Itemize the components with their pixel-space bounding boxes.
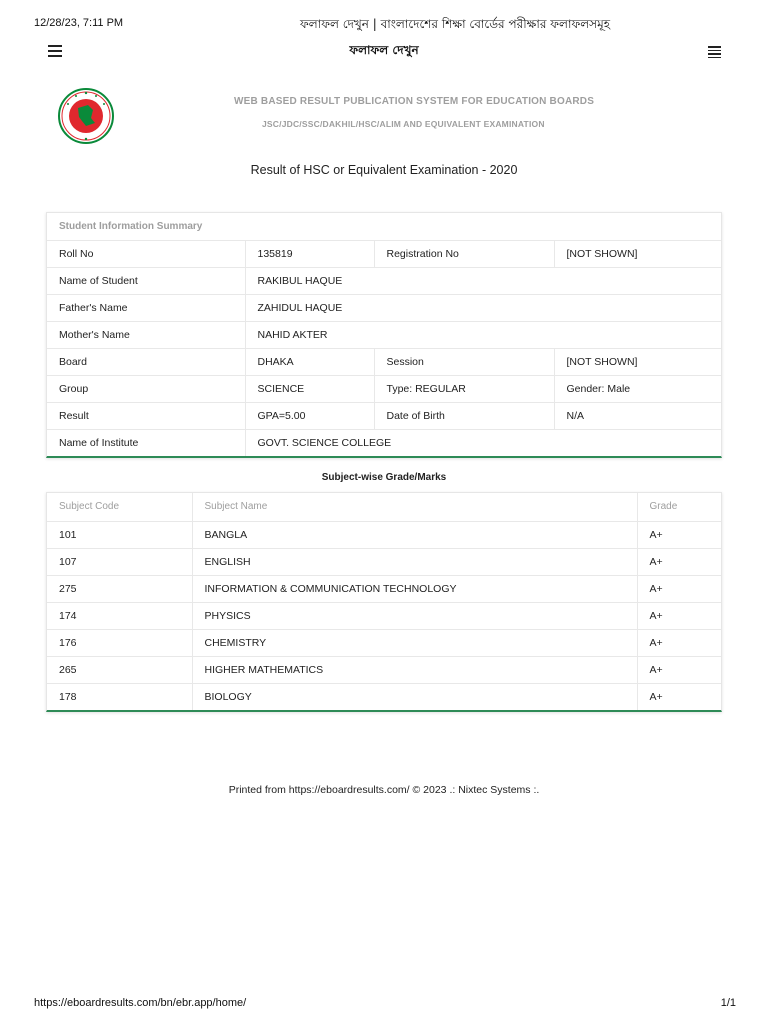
subject-code: 176 bbox=[47, 629, 192, 656]
table-row bbox=[47, 629, 721, 656]
table-row bbox=[47, 429, 721, 456]
subject-code: 174 bbox=[47, 602, 192, 629]
subject-name: PHYSICS bbox=[192, 602, 637, 629]
table-row bbox=[47, 575, 721, 602]
subject-code: 275 bbox=[47, 575, 192, 602]
header-subject-name: Subject Name bbox=[192, 493, 637, 521]
institute-value: GOVT. SCIENCE COLLEGE bbox=[245, 429, 721, 456]
subject-code: 178 bbox=[47, 683, 192, 710]
father-name-value: ZAHIDUL HAQUE bbox=[245, 294, 721, 321]
session-value: [NOT SHOWN] bbox=[554, 348, 721, 375]
subject-name: HIGHER MATHEMATICS bbox=[192, 656, 637, 683]
table-row bbox=[47, 267, 721, 294]
dob-value: N/A bbox=[554, 402, 721, 429]
result-value: GPA=5.00 bbox=[245, 402, 374, 429]
table-row bbox=[47, 683, 721, 710]
system-title: WEB BASED RESULT PUBLICATION SYSTEM FOR EDUCATION BOARDS bbox=[234, 96, 595, 107]
table-row bbox=[47, 375, 721, 402]
student-info-table bbox=[46, 212, 722, 458]
institute-label: Name of Institute bbox=[47, 429, 245, 456]
student-name-value: RAKIBUL HAQUE bbox=[245, 267, 721, 294]
subject-name: BANGLA bbox=[192, 521, 637, 548]
table-row bbox=[47, 656, 721, 683]
header-subject-code: Subject Code bbox=[47, 493, 192, 521]
nav-title: ফলাফল দেখুন bbox=[349, 43, 419, 57]
grades-table bbox=[46, 492, 722, 712]
registration-label: Registration No bbox=[374, 240, 554, 267]
table-row bbox=[47, 348, 721, 375]
table-row bbox=[47, 294, 721, 321]
board-value: DHAKA bbox=[245, 348, 374, 375]
result-title: Result of HSC or Equivalent Examination - 2020 bbox=[250, 163, 518, 177]
result-label: Result bbox=[47, 402, 245, 429]
subject-name: BIOLOGY bbox=[192, 683, 637, 710]
subject-grade: A+ bbox=[637, 548, 721, 575]
subject-grade: A+ bbox=[637, 602, 721, 629]
registration-value: [NOT SHOWN] bbox=[554, 240, 721, 267]
print-datetime: 12/28/23, 7:11 PM bbox=[34, 17, 124, 29]
system-subtitle: JSC/JDC/SSC/DAKHIL/HSC/ALIM AND EQUIVALENT EXAMINATION bbox=[262, 119, 545, 129]
subject-grade: A+ bbox=[637, 629, 721, 656]
group-value: SCIENCE bbox=[245, 375, 374, 402]
print-document-title: ফলাফল দেখুন | বাংলাদেশের শিক্ষা বোর্ডের পরীক্ষার ফলাফলসমূহ bbox=[300, 17, 611, 31]
grades-section-title: Subject-wise Grade/Marks bbox=[321, 472, 447, 483]
roll-value: 135819 bbox=[245, 240, 374, 267]
table-row bbox=[47, 321, 721, 348]
subject-name: ENGLISH bbox=[192, 548, 637, 575]
table-row bbox=[47, 240, 721, 267]
subject-code: 101 bbox=[47, 521, 192, 548]
subject-grade: A+ bbox=[637, 575, 721, 602]
subject-name: CHEMISTRY bbox=[192, 629, 637, 656]
subject-grade: A+ bbox=[637, 521, 721, 548]
table-header-row bbox=[47, 493, 721, 521]
mother-name-value: NAHID AKTER bbox=[245, 321, 721, 348]
mother-name-label: Mother's Name bbox=[47, 321, 245, 348]
subject-grade: A+ bbox=[637, 683, 721, 710]
subject-code: 107 bbox=[47, 548, 192, 575]
subject-grade: A+ bbox=[637, 656, 721, 683]
print-page-number: 1/1 bbox=[720, 997, 736, 1009]
table-row bbox=[47, 521, 721, 548]
dob-label: Date of Birth bbox=[374, 402, 554, 429]
list-icon[interactable] bbox=[708, 46, 721, 57]
roll-label: Roll No bbox=[47, 240, 245, 267]
gender-value: Gender: Male bbox=[554, 375, 721, 402]
father-name-label: Father's Name bbox=[47, 294, 245, 321]
table-row bbox=[47, 402, 721, 429]
printed-from-note: Printed from https://eboardresults.com/ © 2023 .: Nixtec Systems :. bbox=[228, 784, 540, 796]
board-label: Board bbox=[47, 348, 245, 375]
print-url: https://eboardresults.com/bn/ebr.app/home/ bbox=[34, 997, 247, 1009]
group-label: Group bbox=[47, 375, 245, 402]
government-seal-logo bbox=[55, 88, 117, 144]
table-row bbox=[47, 602, 721, 629]
subject-name: INFORMATION & COMMUNICATION TECHNOLOGY bbox=[192, 575, 637, 602]
header-grade: Grade bbox=[649, 501, 678, 513]
type-value: Type: REGULAR bbox=[374, 375, 554, 402]
table-row bbox=[47, 548, 721, 575]
summary-heading: Student Information Summary bbox=[59, 220, 203, 232]
subject-code: 265 bbox=[47, 656, 192, 683]
session-label: Session bbox=[374, 348, 554, 375]
student-name-label: Name of Student bbox=[47, 267, 245, 294]
